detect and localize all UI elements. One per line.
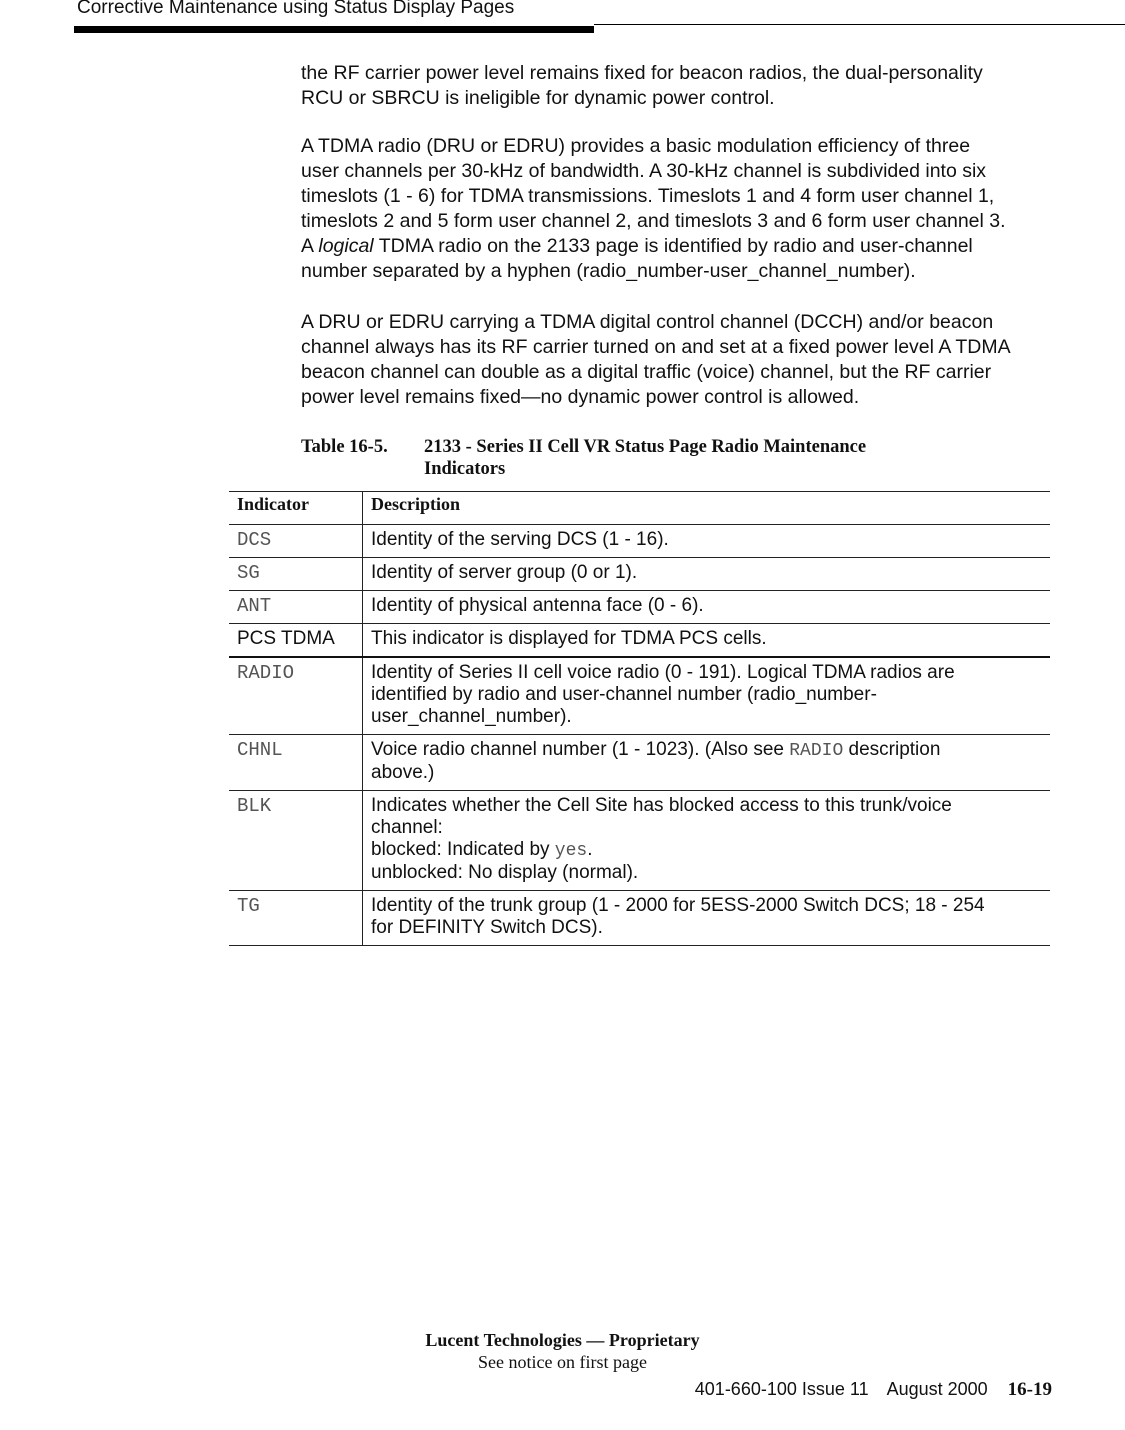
page-number: 16-19	[1007, 1379, 1052, 1400]
description-line: for DEFINITY Switch DCS).	[371, 917, 603, 938]
running-header-title: Corrective Maintenance using Status Display Pages	[77, 0, 515, 18]
table-header-row	[229, 492, 1050, 525]
description-line	[371, 839, 1042, 862]
text-run: blocked: Indicated by	[371, 839, 555, 860]
header-thick-rule	[74, 26, 594, 33]
description-line: Identity of the serving DCS (1 - 16).	[371, 529, 669, 550]
indicator-cell: RADIO	[229, 657, 363, 735]
table-row	[229, 525, 1050, 558]
table-row	[229, 791, 1050, 891]
description-line: above.)	[371, 762, 435, 783]
text-run: TDMA radio on the 2133 page is identified by radio and user-channel	[373, 235, 973, 257]
text-line: user channels per 30-kHz of bandwidth. A 30-kHz channel is subdivided into six	[301, 160, 987, 182]
text-line: RCU or SBRCU is ineligible for dynamic power control.	[301, 87, 775, 109]
text-line: A DRU or EDRU carrying a TDMA digital control channel (DCCH) and/or beacon	[301, 311, 994, 333]
indicator-table	[229, 491, 1050, 946]
description-line: user_channel_number).	[371, 706, 572, 727]
text-line: A TDMA radio (DRU or EDRU) provides a basic modulation efficiency of three	[301, 135, 971, 157]
indicator-cell: DCS	[229, 525, 363, 558]
code-term: RADIO	[789, 741, 844, 761]
paragraph-beacon-radios	[301, 61, 1061, 111]
footer-company-text: Lucent Technologies — Proprietary	[425, 1330, 700, 1350]
table-row	[229, 891, 1050, 946]
description-line: Identity of server group (0 or 1).	[371, 562, 638, 583]
description-line	[371, 739, 1042, 762]
description-cell	[363, 657, 1051, 735]
header-thin-rule	[594, 24, 1125, 25]
column-header-description: Description	[363, 492, 1051, 525]
code-term: yes	[554, 841, 588, 861]
text-line: number separated by a hyphen (radio_number-user_channel_number).	[301, 260, 916, 282]
italic-term: logical	[318, 235, 374, 257]
footer-page-info	[695, 1379, 1052, 1401]
table-caption-title-continued: Indicators	[424, 459, 506, 479]
description-cell	[363, 558, 1051, 591]
indicator-cell: PCS TDMA	[229, 624, 363, 658]
description-line: Identity of physical antenna face (0 - 6).	[371, 595, 704, 616]
table-caption-title: 2133 - Series II Cell VR Status Page Radio Maintenance	[424, 437, 867, 457]
text-line: timeslots 2 and 5 form user channel 2, and timeslots 3 and 6 form user channel 3.	[301, 210, 1006, 232]
indicator-cell: CHNL	[229, 735, 363, 791]
description-line: Identity of Series II cell voice radio (0 - 191). Logical TDMA radios are	[371, 662, 955, 683]
text-run: .	[587, 839, 593, 860]
text-line: channel always has its RF carrier turned on and set at a fixed power level A TDMA	[301, 336, 1011, 358]
description-line: Identity of the trunk group (1 - 2000 for 5ESS-2000 Switch DCS; 18 - 254	[371, 895, 985, 916]
indicator-cell: SG	[229, 558, 363, 591]
table-row	[229, 657, 1050, 735]
description-cell	[363, 525, 1051, 558]
table-caption	[301, 436, 866, 480]
table-row	[229, 624, 1050, 658]
table-row	[229, 591, 1050, 624]
text-line: the RF carrier power level remains fixed for beacon radios, the dual-personality	[301, 62, 983, 84]
description-cell	[363, 891, 1051, 946]
text-line: beacon channel can double as a digital traffic (voice) channel, but the RF carrier	[301, 361, 992, 383]
text-line	[301, 234, 1061, 259]
footer-doc-number: 401-660-100 Issue 11	[694, 1379, 869, 1399]
paragraph-tdma-radio	[301, 134, 1061, 284]
indicator-cell: BLK	[229, 791, 363, 891]
description-line: identified by radio and user-channel number (radio_number-	[371, 684, 877, 705]
description-cell	[363, 791, 1051, 891]
indicator-cell: TG	[229, 891, 363, 946]
table-row	[229, 558, 1050, 591]
text-line: power level remains fixed—no dynamic power control is allowed.	[301, 386, 860, 408]
text-run: description	[843, 739, 941, 760]
footer-company	[0, 1330, 1125, 1351]
description-cell	[363, 591, 1051, 624]
footer-notice: See notice on first page	[478, 1352, 647, 1372]
description-cell	[363, 735, 1051, 791]
table-caption-label: Table 16-5.	[301, 437, 388, 457]
description-cell	[363, 624, 1051, 658]
description-line: This indicator is displayed for TDMA PCS cells.	[371, 628, 767, 649]
indicator-cell: ANT	[229, 591, 363, 624]
description-line: Indicates whether the Cell Site has blocked access to this trunk/voice	[371, 795, 952, 816]
table-row	[229, 735, 1050, 791]
footer-date: August 2000	[886, 1379, 988, 1399]
column-header-indicator: Indicator	[229, 492, 363, 525]
description-line: unblocked: No display (normal).	[371, 862, 639, 883]
text-run: A	[301, 235, 319, 257]
text-run: Voice radio channel number (1 - 1023). (Also see	[371, 739, 790, 760]
text-line: timeslots (1 - 6) for TDMA transmissions. Timeslots 1 and 4 form user channel 1,	[301, 185, 995, 207]
description-line: channel:	[371, 817, 443, 838]
paragraph-dcch-beacon	[301, 310, 1061, 410]
